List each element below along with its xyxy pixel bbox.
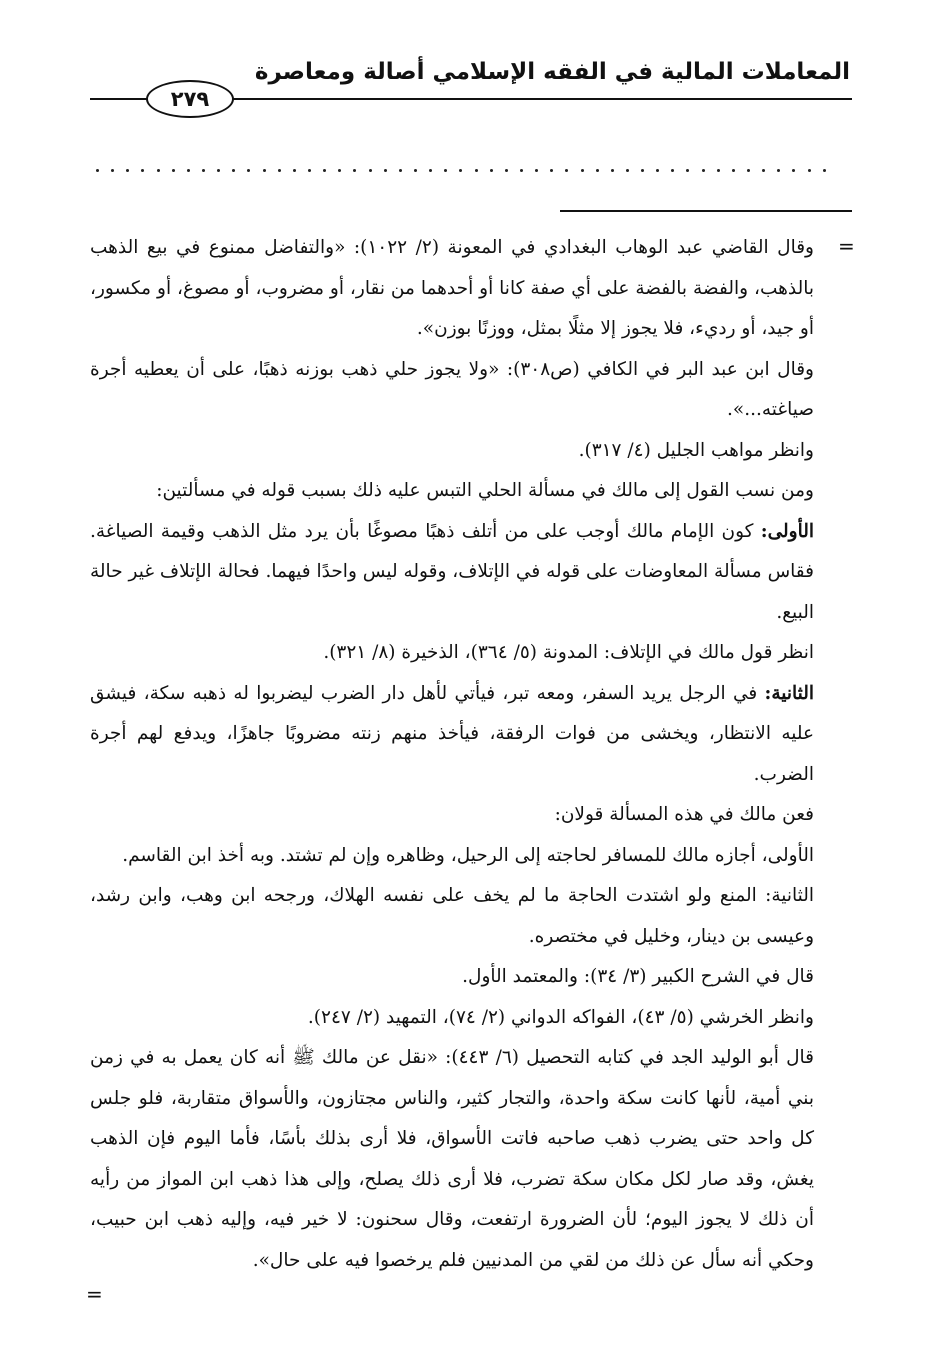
continuation-mark-bottom: =: [86, 1282, 103, 1306]
separator-dots: [96, 160, 826, 180]
footnote-paragraph: فعن مالك في هذه المسألة قولان:: [554, 804, 814, 825]
footnote-body: [90, 228, 814, 1281]
footnote-paragraph: قال أبو الوليد الجد في كتابه التحصيل (٦/ ٤٤٣): «نقل عن مالك ﷺ أنه كان يعمل به في زمن بني أمية، لأنها كانت سكة واحدة، والتجار كثير، والناس مجتازون، والأسواق متقاربة، فلو جلس كل واحد حتى يضرب ذهب صاحبه فاتت الأسواق، فلا أرى بذلك بأسًا، فأما اليوم فإن الذهب يغش، وقد صار لكل مكان سكة تضرب، فلا أرى ذلك يصلح، وإلى هذا ذهب ابن المواز من رأيه أن ذلك لا يجوز اليوم؛ لأن الضرورة ارتفعت، وقال سحنون: لا خير فيه، وإليه ذهب ابن حبيب، وحكي أنه سأل عن ذلك من لقي من المدنيين فلم يرخصوا فيه على حال».: [90, 1047, 814, 1271]
footnote-rule: [560, 210, 852, 212]
footnote-paragraph: الأولى، أجازه مالك للمسافر لحاجته إلى الرحيل، وظاهره وإن لم تشتد. وبه أخذ ابن القاسم.: [122, 844, 814, 866]
footnote-paragraph: وقال القاضي عبد الوهاب البغدادي في المعونة (٢/ ١٠٢٢): «والتفاضل ممنوع في بيع الذهب بالذهب، والفضة بالفضة على أي صفة كانا أو أحدهما من نقار، أو مضروب، أو مصوغ، أو مكسور، أو جيد، أو رديء، فلا يجوز إلا مثلًا بمثل، ووزنًا بوزن».: [90, 237, 814, 339]
footnote-paragraph: وانظر مواهب الجليل (٤/ ٣١٧).: [578, 439, 814, 461]
footnote-paragraph: الثانية: المنع ولو اشتدت الحاجة ما لم يخف على نفسه الهلاك، ورجحه ابن وهب، وابن رشد، وعيسى بن دينار، وخليل في مختصره.: [90, 885, 814, 947]
paragraph-label: الثانية:: [764, 682, 814, 704]
page-number: ٢٧٩: [146, 80, 234, 118]
footnote-paragraph: ومن نسب القول إلى مالك في مسألة الحلي التبس عليه ذلك بسبب قوله في مسألتين:: [156, 480, 814, 501]
footnote-paragraph: انظر قول مالك في الإتلاف: المدونة (٥/ ٣٦٤)، الذخيرة (٨/ ٣٢١).: [323, 642, 814, 663]
footnote-paragraph: الأولى: كون الإمام مالك أوجب على من أتلف ذهبًا مصوغًا بأن يرد مثل الذهب وقيمة الصياغة. فقاس مسألة المعاوضات على قوله في الإتلاف، وقوله ليس واحدًا فيهما. فحالة الإتلاف غير حالة البيع.: [90, 520, 814, 623]
footnote-paragraph: الثانية: في الرجل يريد السفر، ومعه تبر، فيأتي لأهل دار الضرب ليضربوا له ذهبه سكة، فيشق عليه الانتظار، ويخشى من فوات الرفقة، فيأخذ منهم زنته مضروبًا جاهزًا، ويدفع لهم أجرة الضرب.: [90, 682, 814, 785]
continuation-mark-top: =: [838, 234, 855, 258]
footnote-paragraph: قال في الشرح الكبير (٣/ ٣٤): والمعتمد الأول.: [462, 966, 814, 987]
paragraph-label: الأولى:: [760, 520, 814, 542]
running-header-title: المعاملات المالية في الفقه الإسلامي أصالة ومعاصرة: [254, 59, 850, 85]
footnote-paragraph: وانظر الخرشي (٥/ ٤٣)، الفواكه الدواني (٢/ ٧٤)، التمهيد (٢/ ٢٤٧).: [307, 1006, 814, 1028]
footnote-paragraph: وقال ابن عبد البر في الكافي (ص٣٠٨): «ولا يجوز حلي ذهب بوزنه ذهبًا، على أن يعطيه أجرة صياغته...».: [90, 358, 814, 420]
